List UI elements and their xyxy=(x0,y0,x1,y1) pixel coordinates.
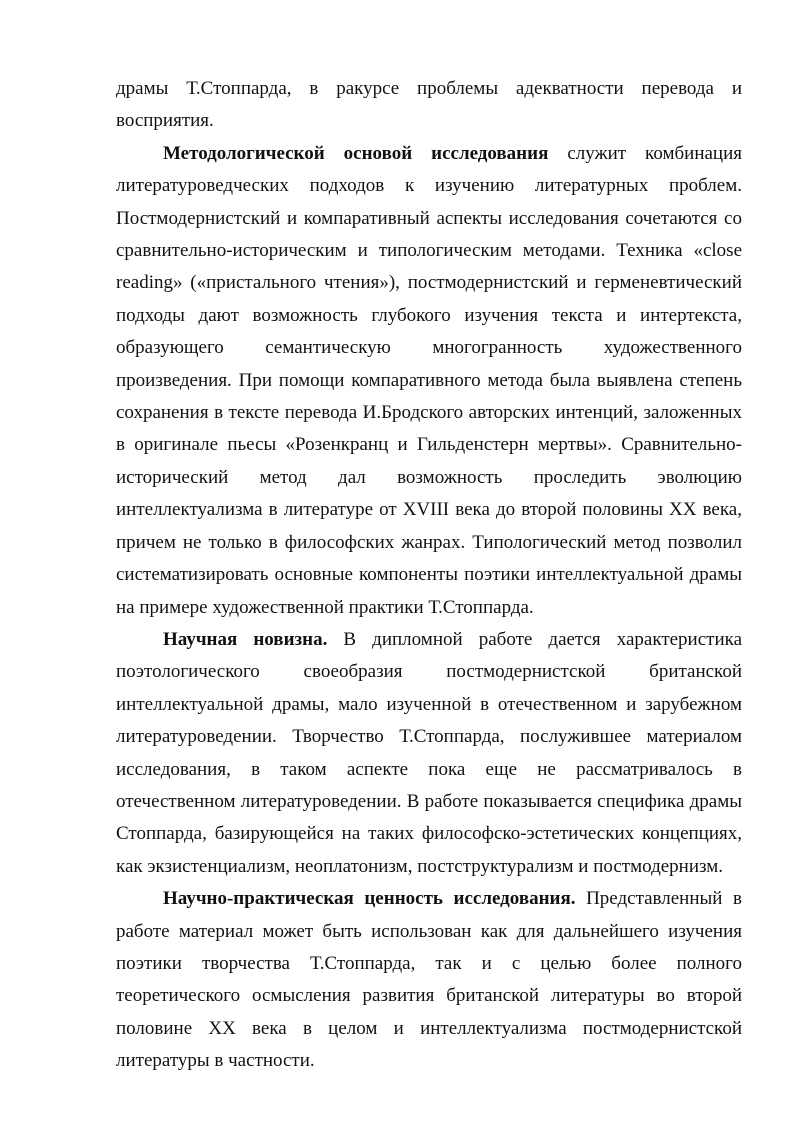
document-page xyxy=(116,73,742,1078)
paragraph-text: драмы Т.Стоппарда, в ракурсе проблемы адекватности перевода и восприятия. xyxy=(116,78,742,132)
paragraph-text: Представленный в работе материал может быть использован как для дальнейшего изучения поэтики творчества Т.Стоппарда, так и с целью более полного теоретического осмысления развития британской литературы во второй половине XX века в целом и интеллектуализма постмодернистской литературы в частности. xyxy=(116,888,742,1072)
paragraph-novelty xyxy=(116,624,742,883)
paragraph-heading: Научно-практическая ценность исследования. xyxy=(163,888,576,910)
paragraph-text: служит комбинация литературоведческих подходов к изучению литературных проблем. Постмодернистский и компаративный аспекты исследования сочетаются со сравнительно-историческим и типологическим методами. Техника «close reading» («пристального чтения»), постмодернистский и герменевтический подходы дают возможность глубокого изучения текста и интертекста, образующего семантическую многогранность художественного произведения. При помощи компаративного метода была выявлена степень сохранения в тексте перевода И.Бродского авторских интенций, заложенных в оригинале пьесы «Розенкранц и Гильденстерн мертвы». Сравнительно-исторический метод дал возможность проследить эволюцию интеллектуализма в литературе от XVIII века до второй половины XX века, причем не только в философских жанрах. Типологический метод позволил систематизировать основные компоненты поэтики интеллектуальной драмы на примере художественной практики Т.Стоппарда. xyxy=(116,142,742,618)
paragraph-practical-value xyxy=(116,883,742,1077)
paragraph-heading: Методологической основой исследования xyxy=(163,142,549,164)
paragraph-continuation xyxy=(116,73,742,138)
paragraph-methodology xyxy=(116,138,742,624)
paragraph-text: В дипломной работе дается характеристика поэтологического своеобразия постмодернистской британской интеллектуальной драмы, мало изученной в отечественном и зарубежном литературоведении. Творчество Т.Стоппарда, послужившее материалом исследования, в таком аспекте пока еще не рассматривалось в отечественном литературоведении. В работе показывается специфика драмы Стоппарда, базирующейся на таких философско-эстетических концепциях, как экзистенциализм, неоплатонизм, постструктурализм и постмодернизм. xyxy=(116,628,742,877)
paragraph-heading: Научная новизна. xyxy=(163,628,328,650)
